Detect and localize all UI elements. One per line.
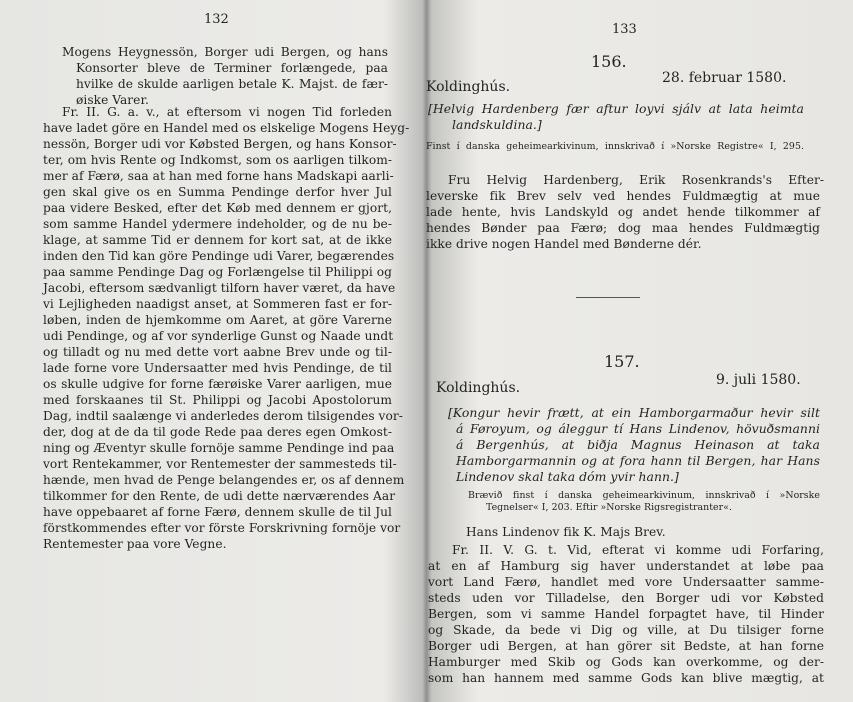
- body-line: have ladet göre en Handel med os elskelige Mogens Heyg-: [43, 121, 410, 135]
- body-line: Fru Helvig Hardenberg, Erik Rosenkrands's Efter-: [448, 173, 824, 187]
- summary-line: á Føroyum, og áleggur tí Hans Lindenov, hövuðsmanni: [456, 421, 820, 436]
- intro-line: øiske Varer.: [76, 93, 149, 107]
- entry-place: Koldinghús.: [426, 79, 511, 95]
- body-line: mer af Færø, saa at han med forne hans Madskapi aarli-: [43, 169, 394, 183]
- body-line: løben, inden de hjemkomme om Aaret, at göre Varerne: [43, 313, 392, 327]
- letter-heading: Hans Lindenov fik K. Majs Brev.: [466, 525, 666, 539]
- left-page: [0, 0, 424, 702]
- body-line: Bergen, som vi samme Handel forpagtet have, til Hinder: [428, 607, 824, 621]
- body-line: paa videre Besked, efter det Køb med dennem er gjort,: [43, 201, 392, 215]
- body-line: nessön, Borger udi vor Købsted Bergen, og hans Konsor-: [43, 137, 397, 151]
- intro-line: Konsorter bleve de Terminer forlængede, paa: [76, 61, 388, 75]
- body-line: lade forne vore Undersaatter med hvis Pendinge, de til: [43, 361, 392, 375]
- body-line: have oppebaaret af forne Færø, dennem skulle de til Jul: [43, 505, 392, 519]
- body-line: lade hente, hvis Landskyld og andet hende tilkommer af: [426, 205, 820, 219]
- body-line: ning og Æventyr skulle fornöje samme Pendinge ind paa: [43, 441, 395, 455]
- summary-line: landskuldina.]: [452, 117, 542, 132]
- entry-place: Koldinghús.: [436, 380, 521, 396]
- body-line: vi Lejligheden naadigst anset, at Sommeren fast er for-: [43, 297, 392, 311]
- body-line: der, dog at de da til gode Rede paa deres egen Omkost-: [43, 425, 392, 439]
- body-line: leverske fik Brev selv ved hendes Fuldmægtig at mue: [426, 189, 820, 203]
- body-line: Rentemester paa vore Vegne.: [43, 537, 227, 551]
- body-line: Borger udi Bergen, at han görer sit Bedste, at han forne: [428, 639, 824, 653]
- entry-number: 157.: [604, 352, 640, 371]
- body-line: vort Land Færø, handlet med vore Undersaatter samme-: [428, 575, 824, 589]
- body-line: tilkommer for den Rente, de udi dette nærværendes Aar: [43, 489, 396, 503]
- body-line: os skulle udgive for forne færøiske Varer aarligen, mue: [43, 377, 392, 391]
- intro-line: hvilke de skulde aarligen betale K. Majst. de fær-: [76, 77, 388, 91]
- body-line: som samme Handel ydermere indeholder, og de nu be-: [43, 217, 392, 231]
- source-note: Finst í danska geheimearkivinum, innskrivað í »Norske Registre« I, 295.: [426, 141, 804, 152]
- body-line: vort Rentekammer, vor Rentemester der sammesteds til-: [43, 457, 397, 471]
- body-line: Fr. II. V. G. t. Vid, efterat vi komme udi Forfaring,: [452, 543, 824, 557]
- body-line: gen skal give os en Summa Pendinge derfor hver Jul: [43, 185, 392, 199]
- body-line: paa samme Pendinge Dag og Forlængelse til Philippi og: [43, 265, 392, 279]
- body-line: og tilladt og nu med dette vort aabne Brev unde og til-: [43, 345, 392, 359]
- entry-date: 9. juli 1580.: [716, 372, 801, 388]
- body-line: Fr. II. G. a. v., at eftersom vi nogen Tid forleden: [62, 105, 392, 119]
- body-line: förstkommendes efter vor förste Forskrivning fornöje vor: [43, 521, 401, 535]
- summary-line: [Kongur hevir frætt, at ein Hamborgarmaður hevir silt: [448, 405, 820, 420]
- body-line: steds uden vor Tilladelse, den Borger udi vor Købsted: [428, 591, 824, 605]
- source-note: Brævið finst í danska geheimearkivinum, innskrivað í »Norske: [468, 490, 820, 501]
- intro-line: Mogens Heygnessön, Borger udi Bergen, og hans: [62, 45, 388, 59]
- source-note: Tegnelser« I, 203. Eftir »Norske Rigsregistranter«.: [486, 502, 733, 513]
- section-divider: [576, 297, 640, 298]
- right-page: [426, 0, 853, 702]
- page-number: 132: [204, 12, 229, 27]
- body-line: at en af Hamburg sig haver understandet at løbe paa: [428, 559, 824, 573]
- body-line: Hamburger med Skib og Gods kan overkomme, og der-: [428, 655, 824, 669]
- body-line: hendes Bønder paa Færø; dog maa hendes Fuldmægtig: [426, 221, 820, 235]
- body-line: som han hannem med samme Gods kan blive mægtig, at: [428, 671, 824, 685]
- body-line: Jacobi, eftersom sædvanligt tilforn haver været, da have: [43, 281, 396, 295]
- summary-line: Hamborgarmannin og at fora hann til Bergen, har Hans: [456, 453, 820, 468]
- body-line: ikke drive nogen Handel med Bønderne dér.: [426, 237, 702, 251]
- body-line: klage, at samme Tid er dennem for kort sat, at de ikke: [43, 233, 392, 247]
- body-line: hænde, men hvad de Penge belangendes er, os af dennem: [43, 473, 405, 487]
- body-line: udi Pendinge, og af vor synderlige Gunst og Naade undt: [43, 329, 394, 343]
- entry-date: 28. februar 1580.: [662, 70, 787, 86]
- body-line: Dag, indtil saalænge vi anderledes derom tilsigendes vor-: [43, 409, 403, 423]
- body-line: med forskaanes til St. Philippi og Jacobi Apostolorum: [43, 393, 392, 407]
- page-number: 133: [612, 22, 637, 37]
- summary-line: á Bergenhús, at biðja Magnus Heinason at taka: [456, 437, 820, 452]
- entry-number: 156.: [591, 52, 627, 71]
- summary-line: [Helvig Hardenberg fær aftur loyvi sjálv at lata heimta: [428, 101, 804, 116]
- body-line: ter, om hvis Rente og Indkomst, som os aarligen tilkom-: [43, 153, 392, 167]
- body-line: inden den Tid kan göre Pendinge udi Varer, begærendes: [43, 249, 395, 263]
- summary-line: Lindenov skal taka dóm yvir hann.]: [456, 469, 679, 484]
- body-line: og Skade, da bede vi Dig og ville, at Du tilsiger forne: [428, 623, 824, 637]
